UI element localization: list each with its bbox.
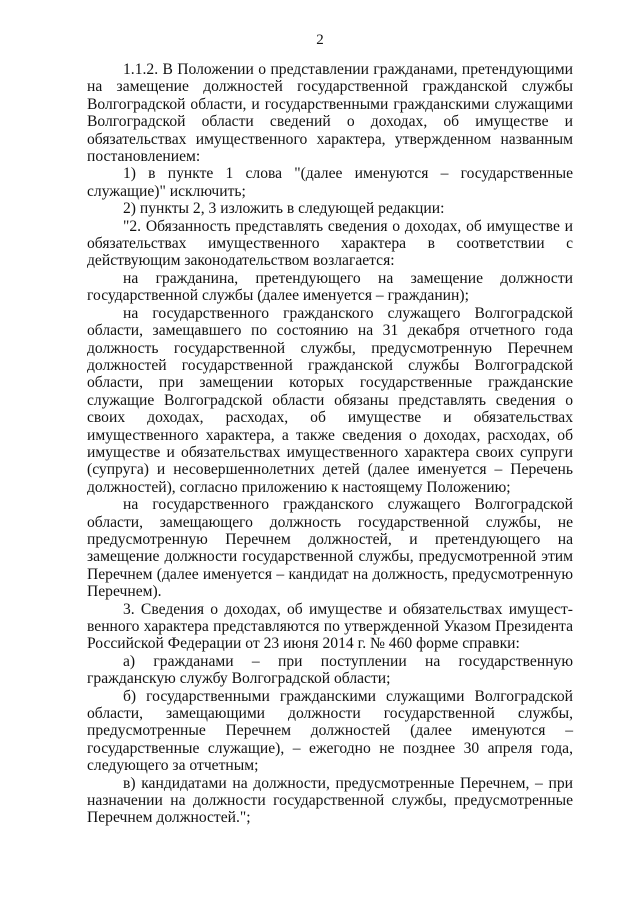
paragraph-point-3: 3. Сведения о доходах, об имуществе и обязательствах имущественного характера представляются по утвержденной Указом Президента Российской Федерации от 23 июня 2014 г. № 460 форме справки: bbox=[87, 600, 573, 653]
paragraph-subitem-a: а) гражданами – при поступлении на государственную гражданскую службу Волгоградской области; bbox=[87, 652, 573, 688]
paragraph-subitem-v: в) кандидатами на должности, предусмотренные Перечнем, – при назначении на должности государственной службы, предусмотренные Перечнем должностей."; bbox=[87, 774, 573, 827]
document-body bbox=[87, 61, 573, 827]
paragraph-citizen: на гражданина, претендующего на замещение должности государственной службы (далее именуется – гражданин); bbox=[87, 269, 573, 305]
page-number: 2 bbox=[316, 32, 324, 48]
paragraph-item-1: 1) в пункте 1 слова "(далее именуются – государственные служащие)" исключить; bbox=[87, 165, 573, 200]
paragraph-1-1-2-intro: 1.1.2. В Положении о представлении гражданами, претендующими на замещение должностей государственной гражданской службы Волгоградской области, и государственными гражданскими служащими Волгоградской области сведений о доходах, об имуществе и обязательствах имущественного характера, утвержденном названным постановлением: bbox=[87, 61, 573, 166]
paragraph-candidate-servant: на государственного гражданского служащего Волгоградской области, замещающего должность государственной службы, не предусмотренную Перечнем должностей, и претендующего на замещение должности государственной службы, предусмотренной этим Перечнем (далее именуется – кандидат на должность, предусмотренную Перечнем). bbox=[87, 496, 573, 601]
paragraph-item-2: 2) пункты 2, 3 изложить в следующей редакции: bbox=[123, 200, 445, 218]
paragraph-point-2: "2. Обязанность представлять сведения о доходах, об имуществе и обязательствах имущественного характера в соответствии с действующим законодательством возлагается: bbox=[87, 217, 573, 270]
paragraph-civil-servant: на государственного гражданского служащего Волгоградской области, замещавшего по состоянию на 31 декабря отчетного года должность государственной службы, предусмотренную Перечнем должностей государственной гражданской службы Волгоградской области, при замещении которых государственные гражданские служащие Волгоградской области обязаны представлять сведения о своих доходах, расходах, об имуществе и обязательствах имущественного характера, а также сведения о доходах, расходах, об имуществе и обязательствах имущественного характера своих супруги (супруга) и несовершеннолетних детей (далее именуется – Перечень должностей), согласно приложению к настоящему Положению; bbox=[87, 304, 573, 496]
paragraph-subitem-b: б) государственными гражданскими служащими Волгоградской области, замещающими должности государственной службы, предусмотренные Перечнем должностей (далее именуются – государственные служащие), – ежегодно не позднее 30 апреля года, следующего за отчетным; bbox=[87, 687, 573, 775]
